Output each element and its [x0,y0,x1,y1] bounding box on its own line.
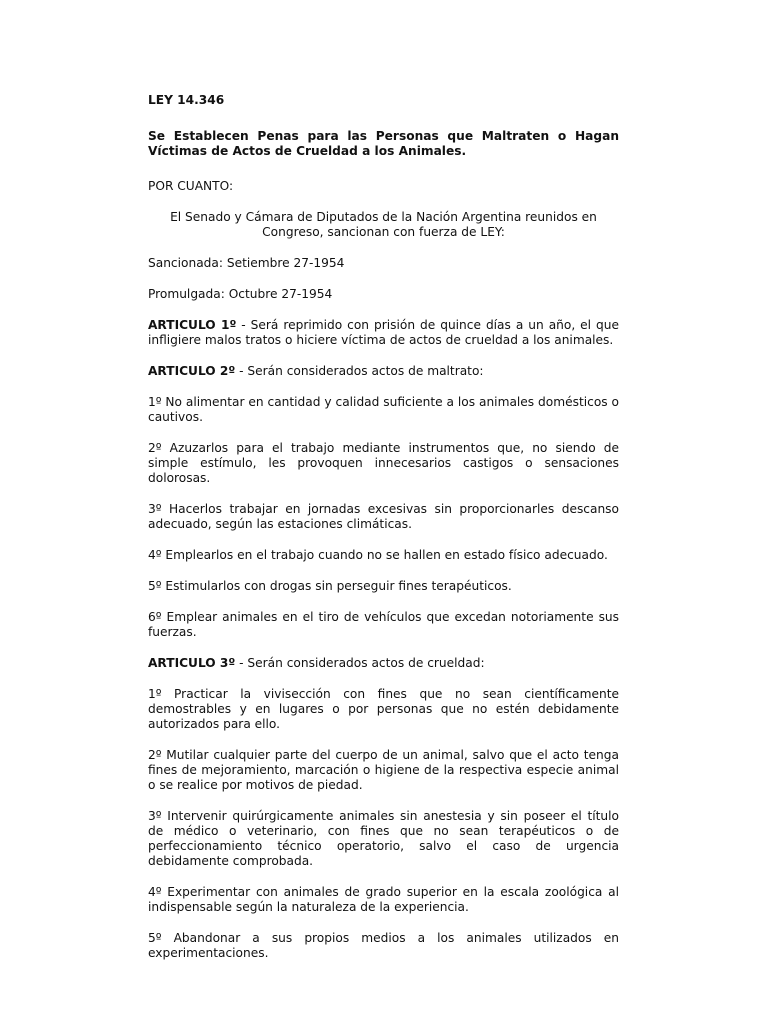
article-3-item-2: 2º Mutilar cualquier parte del cuerpo de un animal, salvo que el acto tenga fines de mejoramiento, marcación o higiene de la respectiva especie animal o se realice por motivos de piedad. [148,748,619,792]
article-1 [148,318,619,348]
preamble: El Senado y Cámara de Diputados de la Nación Argentina reunidos en Congreso, sancionan con fuerza de LEY: [170,210,597,239]
article-3-item-1: 1º Practicar la vivisección con fines que no sean científicamente demostrables y en lugares o por personas que no estén debidamente autorizados para ello. [148,687,619,731]
article-1-heading: ARTICULO 1º [148,318,237,332]
law-subtitle: Se Establecen Penas para las Personas que Maltraten o Hagan Víctimas de Actos de Crueldad a los Animales. [148,129,619,158]
article-3-item-3: 3º Intervenir quirúrgicamente animales sin anestesia y sin poseer el título de médico o veterinario, con fines que no sean terapéuticos o de perfeccionamiento técnico operatorio, salvo el caso de urgencia debidamente comprobada. [148,809,619,868]
article-2-item-3: 3º Hacerlos trabajar en jornadas excesivas sin proporcionarles descanso adecuado, según las estaciones climáticas. [148,502,619,531]
article-2-item-6: 6º Emplear animales en el tiro de vehículos que excedan notoriamente sus fuerzas. [148,610,619,639]
article-3-item-4: 4º Experimentar con animales de grado superior en la escala zoológica al indispensable según la naturaleza de la experiencia. [148,885,619,914]
article-3 [148,656,619,671]
sancionada-date: Sancionada: Setiembre 27-1954 [148,256,345,270]
promulgada-date: Promulgada: Octubre 27-1954 [148,287,333,301]
article-2-heading: ARTICULO 2º [148,364,236,378]
article-3-text: - Serán considerados actos de crueldad: [235,656,485,670]
article-2-item-1: 1º No alimentar en cantidad y calidad suficiente a los animales domésticos o cautivos. [148,395,619,424]
article-2-item-5: 5º Estimularlos con drogas sin perseguir fines terapéuticos. [148,579,512,593]
article-3-item-5: 5º Abandonar a sus propios medios a los animales utilizados en experimentaciones. [148,931,619,960]
article-2-text: - Serán considerados actos de maltrato: [235,364,484,378]
article-2 [148,364,619,379]
article-1-text: - Será reprimido con prisión de quince días a un año, el que infligiere malos tratos o hiciere víctima de actos de crueldad a los animales. [148,318,619,347]
por-cuanto: POR CUANTO: [148,179,234,193]
law-title: LEY 14.346 [148,93,225,107]
article-3-heading: ARTICULO 3º [148,656,236,670]
document-page [148,93,619,977]
article-2-item-2: 2º Azuzarlos para el trabajo mediante instrumentos que, no siendo de simple estímulo, les provoquen innecesarios castigos o sensaciones dolorosas. [148,441,619,485]
article-2-item-4: 4º Emplearlos en el trabajo cuando no se hallen en estado físico adecuado. [148,548,608,562]
